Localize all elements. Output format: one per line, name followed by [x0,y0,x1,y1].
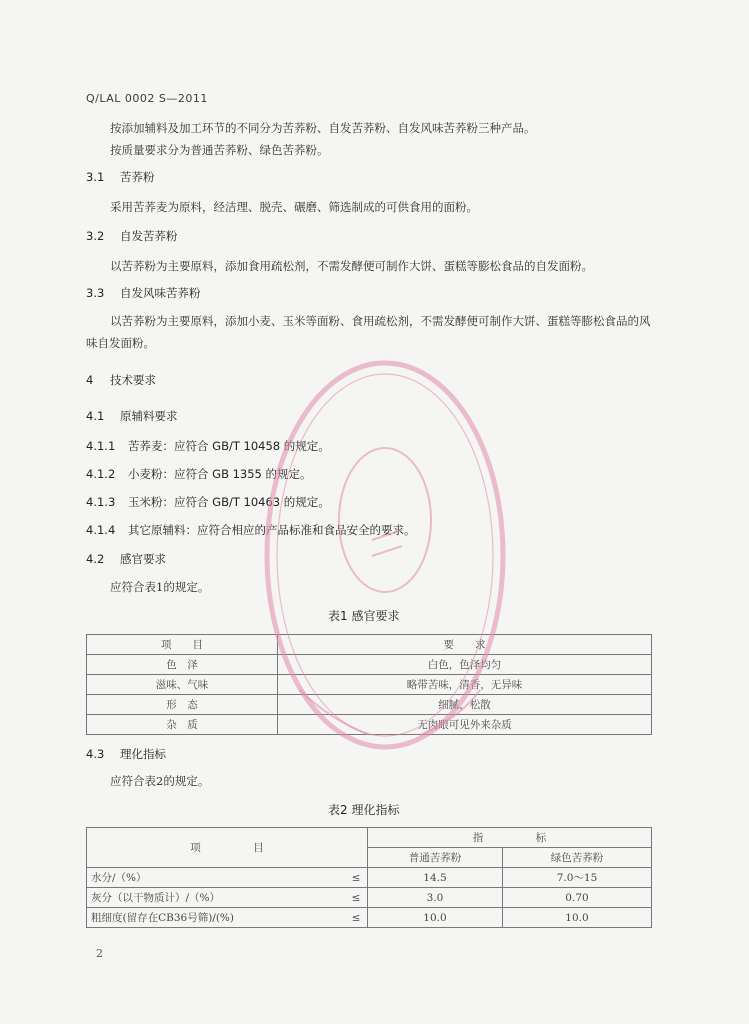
normal-value-cell: 3.0 [368,888,503,908]
subheader-cell: 普通苦荞粉 [368,848,503,868]
green-value-cell: 10.0 [503,908,652,928]
section-number: 4.1.2 [86,467,116,481]
section-4-2-text: 应符合表1的规定。 [110,580,210,594]
section-title: 自发风味苦荞粉 [120,286,201,300]
section-4-1-4 [86,522,416,538]
section-number: 4.1.3 [86,495,116,509]
section-4-heading [86,372,156,388]
section-number: 3.2 [86,229,105,243]
subheader-cell: 绿色苦荞粉 [503,848,652,868]
green-value-cell: 7.0～15 [503,868,652,888]
header-cell-item: 项 目 [87,828,368,868]
section-3-2-heading [86,228,178,244]
operator-cell: ≤ [345,868,368,888]
section-number: 3.1 [86,170,105,184]
seal-center-ring [339,448,431,592]
table-row [87,675,652,695]
table-row [87,908,652,928]
section-3-1-text: 采用苦荞麦为原料，经洁理、脱壳、碾磨、筛选制成的可供食用的面粉。 [110,200,478,214]
section-title: 技术要求 [110,373,156,387]
item-cell: 滋味、气味 [87,675,278,695]
section-title: 感官要求 [120,552,166,566]
table-row [87,695,652,715]
section-4-3-text: 应符合表2的规定。 [110,774,210,788]
table1-caption: 表1 感官要求 [328,609,400,623]
requirement-cell: 无肉眼可见外来杂质 [278,715,652,735]
page-number: 2 [96,947,103,960]
section-4-3-heading [86,746,166,762]
section-4-2-heading [86,551,166,567]
section-title: 自发苦荞粉 [120,229,178,243]
item-cell: 灰分（以干物质计）/（%） [87,888,346,908]
item-cell: 水分/（%） [87,868,346,888]
section-number: 4.1.4 [86,523,116,537]
table-header-row [87,635,652,655]
section-4-1-3 [86,494,330,510]
section-title: 原辅料要求 [120,409,178,423]
table1-sensory-requirements [86,634,652,735]
section-number: 4.2 [86,552,105,566]
header-cell: 要 求 [278,635,652,655]
section-text: 玉米粉：应符合 GB/T 10463 的规定。 [128,495,330,509]
item-cell: 杂 质 [87,715,278,735]
section-number: 4 [86,373,94,387]
header-cell-index: 指 标 [368,828,652,848]
item-cell: 形 态 [87,695,278,715]
section-number: 4.1 [86,409,105,423]
section-number: 4.3 [86,747,105,761]
section-3-3-text: 以苦荞粉为主要原料，添加小麦、玉米等面粉、食用疏松剂，不需发酵便可制作大饼、蛋糕等膨松食品的风味自发面粉。 [86,314,651,350]
requirement-cell: 细腻，松散 [278,695,652,715]
green-value-cell: 0.70 [503,888,652,908]
section-number: 4.1.1 [86,439,116,453]
table2-physicochemical-indices [86,827,652,928]
table-row [87,655,652,675]
item-cell: 粗细度(留存在CB36号筛)/(%) [87,908,346,928]
requirement-cell: 白色，色泽均匀 [278,655,652,675]
section-title: 苦荞粉 [120,170,155,184]
normal-value-cell: 14.5 [368,868,503,888]
section-3-3-heading [86,285,201,301]
intro-line-2: 按质量要求分为普通苦荞粉、绿色苦荞粉。 [110,143,329,157]
table-row [87,715,652,735]
standard-code-header: Q/LAL 0002 S—2011 [86,92,208,105]
section-text: 苦荞麦：应符合 GB/T 10458 的规定。 [128,439,330,453]
table-header-row [87,828,652,848]
section-text: 小麦粉：应符合 GB 1355 的规定。 [128,467,312,481]
section-4-1-1 [86,438,330,454]
requirement-cell: 略带苦味，清香，无异味 [278,675,652,695]
item-cell: 色 泽 [87,655,278,675]
table2-caption: 表2 理化指标 [328,803,400,817]
section-text: 其它原辅料：应符合相应的产品标准和食品安全的要求。 [128,523,416,537]
normal-value-cell: 10.0 [368,908,503,928]
operator-cell: ≤ [345,888,368,908]
section-3-1-heading [86,169,155,185]
section-number: 3.3 [86,286,105,300]
header-cell: 项 目 [87,635,278,655]
section-4-1-2 [86,466,312,482]
section-3-2-text: 以苦荞粉为主要原料，添加食用疏松剂，不需发酵便可制作大饼、蛋糕等膨松食品的自发面粉。 [110,259,593,273]
section-4-1-heading [86,408,178,424]
intro-line-1: 按添加辅料及加工环节的不同分为苦荞粉、自发苦荞粉、自发风味苦荞粉三种产品。 [110,121,536,135]
operator-cell: ≤ [345,908,368,928]
table-row [87,868,652,888]
section-title: 理化指标 [120,747,166,761]
table-row [87,888,652,908]
